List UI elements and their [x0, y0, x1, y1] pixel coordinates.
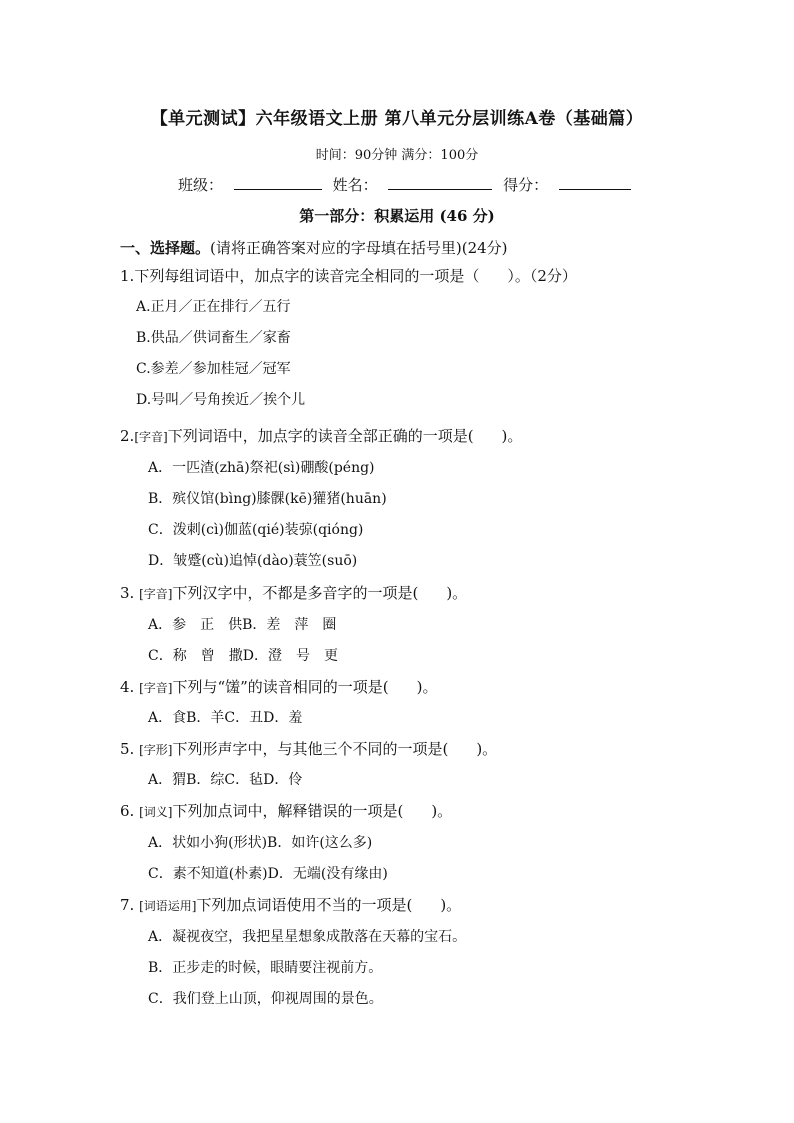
- question-number: 1.: [120, 267, 135, 285]
- option: 獾猪(huān): [312, 491, 387, 507]
- option-row: [148, 832, 372, 852]
- option: A．参 正 供: [148, 617, 243, 633]
- question-number: 6.: [120, 802, 135, 820]
- option: B．综: [186, 772, 225, 788]
- question-7: [120, 894, 461, 915]
- question-stem: 下列词语中，加点字的读音全部正确的一项是(: [167, 427, 474, 445]
- option-row: [136, 389, 305, 409]
- name-blank: [388, 175, 492, 190]
- option-row: [148, 550, 357, 570]
- option: A．状如小狗(形状): [148, 835, 268, 851]
- section-instruction: (请将正确答案对应的字母填在括号里)(24分): [210, 239, 508, 257]
- option: C．称 曾 撒: [148, 648, 243, 664]
- option: D．伶: [263, 772, 303, 788]
- option: D．无端(没有缘由): [267, 866, 388, 882]
- question-tail: )。: [476, 740, 498, 758]
- option: 桂冠／冠军: [220, 361, 291, 377]
- option: 装弶(qióng): [284, 522, 364, 538]
- question-tag: [字音]: [139, 681, 173, 695]
- option: D.号叫／号角: [136, 392, 222, 408]
- option: A．凝视夜空，我把星星想象成散落在天幕的宝石。: [148, 929, 467, 945]
- option: A.正月／正在: [136, 299, 221, 315]
- option: D．澄 号 更: [242, 648, 338, 664]
- page-title: 【单元测试】六年级语文上册 第八单元分层训练A卷（基础篇）: [150, 109, 644, 129]
- option: D．皱蹙(cù): [148, 553, 230, 569]
- option: B．如许(这么多): [267, 835, 373, 851]
- class-blank: [234, 175, 322, 190]
- section-prefix: 一、选择题。: [120, 239, 211, 257]
- question-tail: )。: [440, 896, 462, 914]
- section-heading: [120, 237, 508, 258]
- option: C.参差／参加: [136, 361, 221, 377]
- option: 挨近／挨个儿: [221, 392, 306, 408]
- question-number: 4.: [120, 678, 135, 696]
- question-stem: 下列加点词语使用不当的一项是(: [196, 896, 413, 914]
- option: 膝髁(kē): [256, 491, 313, 507]
- option: 蓑笠(suō): [293, 553, 358, 569]
- question-stem: 下列与“馐”的读音相同的一项是(: [172, 678, 389, 696]
- name-label: 姓名：: [332, 176, 378, 194]
- option: 追悼(dào): [229, 553, 294, 569]
- option-row: [148, 488, 387, 508]
- option-row: [148, 645, 338, 665]
- option: A．食: [148, 710, 187, 726]
- score-blank: [559, 175, 631, 190]
- question-tag: [词义]: [139, 805, 173, 819]
- question-number: 5.: [120, 740, 135, 758]
- option-row: [148, 988, 383, 1008]
- option-row: [136, 327, 291, 347]
- question-stem: 下列汉字中，不都是多音字的一项是(: [172, 584, 419, 602]
- question-tail: )。: [431, 802, 453, 820]
- option-row: [148, 614, 336, 634]
- question-1: [120, 265, 577, 286]
- question-stem: 下列形声字中，与其他三个不同的一项是(: [172, 740, 449, 758]
- option-row: [148, 769, 302, 789]
- question-tag: [字形]: [139, 743, 173, 757]
- option: D．羞: [263, 710, 303, 726]
- option: 祭祀(sì): [249, 460, 301, 476]
- option: 伽蓝(qié): [223, 522, 285, 538]
- option-row: [148, 457, 375, 477]
- option: C．丑: [224, 710, 264, 726]
- question-tail: ）。（2分）: [507, 267, 577, 285]
- option-row: [148, 926, 466, 946]
- option: B.供品／供词: [136, 330, 221, 346]
- question-tail: )。: [446, 584, 468, 602]
- class-label: 班级：: [178, 176, 224, 194]
- question-3: [120, 582, 467, 603]
- question-tag: [字音]: [134, 430, 168, 444]
- exam-meta: 时间：90分钟 满分：100分: [315, 148, 479, 163]
- option-row: [148, 957, 382, 977]
- option: C．泼刺(cì): [148, 522, 224, 538]
- option: B．差 萍 圈: [242, 617, 337, 633]
- option: B．正步走的时候，眼睛要注视前方。: [148, 960, 383, 976]
- question-tag: [词语运用]: [139, 899, 197, 913]
- option-row: [136, 358, 291, 378]
- option: 畜生／家畜: [220, 330, 291, 346]
- option: A．猬: [148, 772, 187, 788]
- question-4: [120, 676, 438, 697]
- question-number: 7.: [120, 896, 135, 914]
- option-row: [148, 863, 388, 883]
- option: C．毡: [224, 772, 264, 788]
- question-2: [120, 425, 522, 446]
- option: B．羊: [186, 710, 225, 726]
- question-stem: 下列每组词语中，加点字的读音完全相同的一项是（: [134, 267, 480, 285]
- option: C．我们登上山顶，仰视周围的景色。: [148, 991, 383, 1007]
- option-row: [136, 296, 291, 316]
- part-heading: 第一部分：积累运用 (46 分): [299, 207, 495, 225]
- question-number: 2.: [120, 427, 135, 445]
- option: C．素不知道(朴素): [148, 866, 268, 882]
- student-info: [178, 174, 637, 195]
- question-6: [120, 800, 452, 821]
- option: 硼酸(péng): [300, 460, 375, 476]
- question-tag: [字音]: [139, 587, 173, 601]
- option-row: [148, 519, 363, 539]
- question-tail: )。: [501, 427, 523, 445]
- question-stem: 下列加点词中，解释错误的一项是(: [172, 802, 404, 820]
- option: 排行／五行: [220, 299, 291, 315]
- question-5: [120, 738, 497, 759]
- option: B．殡仪馆(bìng): [148, 491, 257, 507]
- question-tail: )。: [416, 678, 438, 696]
- option: A．一匹渣(zhā): [148, 460, 250, 476]
- option-row: [148, 707, 302, 727]
- question-number: 3.: [120, 584, 135, 602]
- score-label: 得分：: [503, 176, 549, 194]
